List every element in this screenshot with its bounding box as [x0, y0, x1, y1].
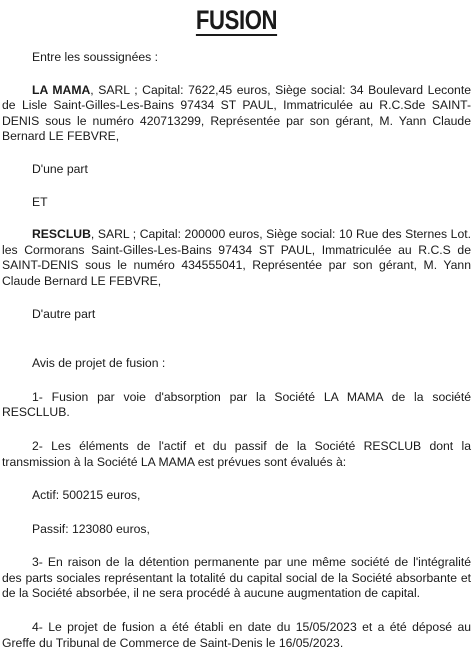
- avis-paragraph: Avis de projet de fusion :: [32, 356, 166, 371]
- intro-paragraph: Entre les soussignées :: [32, 50, 159, 64]
- party1-name: LA MAMA: [32, 82, 91, 97]
- party1-details: , SARL ; Capital: 7622,45 euros, Siège social: 34 Boulevard Leconte de Lisle Saint-Gilles-Les-Bains 97434 ST PAUL, Immatriculée au R.C.Sde SAINT-DENIS sous le numéro 420713299, Représentée par son gérant, M. Yann Claude Bernard LE FEBVRE,: [2, 82, 471, 144]
- dune-part-paragraph: D'une part: [32, 161, 88, 176]
- party1-paragraph: [2, 83, 471, 145]
- actif-paragraph: Actif: 500215 euros,: [32, 488, 141, 503]
- item2-paragraph: 2- Les éléments de l'actif et du passif de la Société RESCLUB dont la transmission à la Société LA MAMA est prévues sont évalués à:: [2, 438, 471, 469]
- title-wrap: [2, 6, 471, 36]
- item4-paragraph: 4- Le projet de fusion a été établi en date du 15/05/2023 et a été déposé au Greffe du Tribunal de Commerce de Saint-Denis le 16/05/2023.: [2, 620, 471, 650]
- page-title: FUSION: [195, 5, 278, 35]
- et-paragraph: ET: [32, 194, 48, 209]
- party2-name: RESCLUB: [32, 227, 91, 242]
- dautre-part-paragraph: D'autre part: [32, 306, 96, 321]
- passif-paragraph: Passif: 123080 euros,: [32, 521, 150, 536]
- party2-details: , SARL ; Capital: 200000 euros, Siège social: 10 Rue des Sternes Lot. les Cormorans Saint-Gilles-Les-Bains 97434 ST PAUL, Immatriculée au R.C.S de SAINT-DENIS sous le numéro 434555041, Représentée par son gérant, M. Yann Claude Bernard LE FEBVRE,: [2, 227, 471, 288]
- item3-paragraph: 3- En raison de la détention permanente par une même société de l'intégralité des parts sociales représentant la totalité du capital social de la Société absorbante et de la Société absorbée, il ne sera procédé à aucune augmentation de capital.: [2, 555, 471, 601]
- item1-paragraph: 1- Fusion par voie d'absorption par la Société LA MAMA de la société RESCLLUB.: [2, 389, 471, 420]
- party2-paragraph: [2, 227, 471, 289]
